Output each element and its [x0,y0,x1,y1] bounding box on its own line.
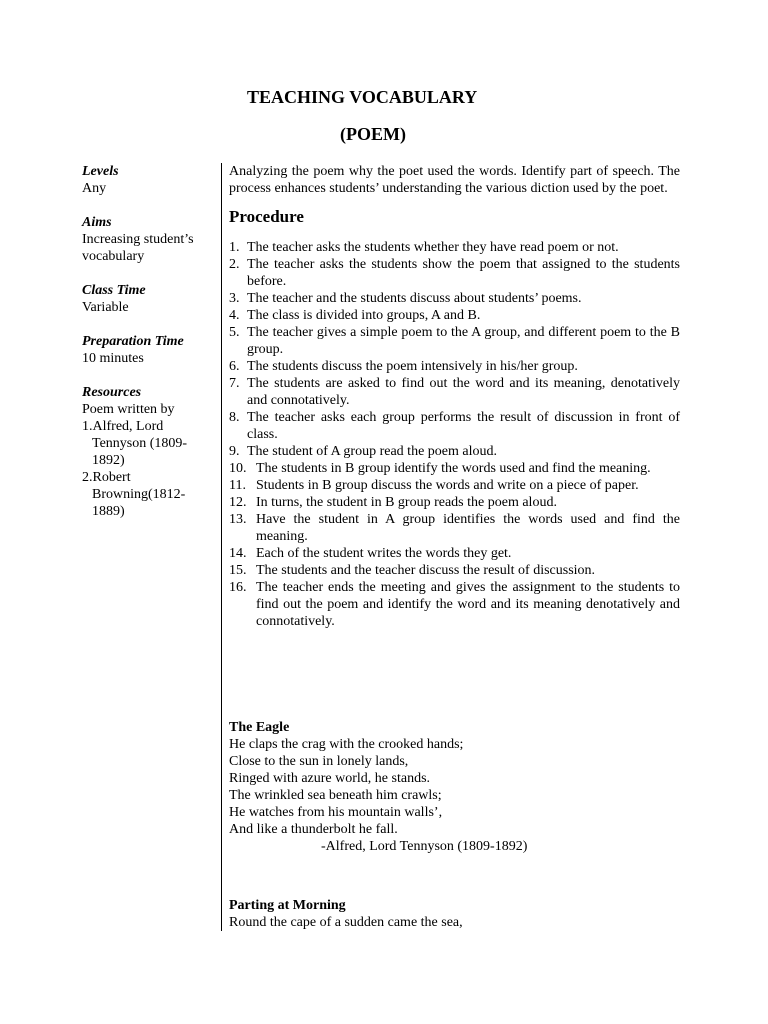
poem-title: Parting at Morning [229,898,346,913]
procedure-heading: Procedure [229,207,304,226]
step-text: The student of A group read the poem aloud. [247,444,497,459]
procedure-step [229,239,680,256]
levels-block [82,163,218,197]
class-time-value: Variable [82,300,129,315]
step-number: 12. [229,495,247,510]
step-text: The teacher and the students discuss about students’ poems. [247,291,582,306]
procedure-step [229,409,680,443]
poem-eagle [229,719,680,855]
step-number: 2. [229,257,240,272]
step-text: The teacher asks each group performs the result of discussion in front of class. [247,410,680,442]
levels-label: Levels [82,164,119,179]
step-number: 13. [229,512,247,527]
page-title: TEACHING VOCABULARY [247,87,478,107]
resources-line-1: Poem written by [82,402,175,417]
procedure-step [229,579,680,630]
step-text: Each of the student writes the words they get. [256,546,512,561]
step-text: The class is divided into groups, A and B. [247,308,481,323]
step-text: The students in B group identify the words used and find the meaning. [256,461,651,476]
procedure-step [229,511,680,545]
poem-line: He claps the crag with the crooked hands; [229,737,464,752]
intro-paragraph: Analyzing the poem why the poet used the words. Identify part of speech. The process enhances students’ understanding the various diction used by the poet. [229,164,680,196]
procedure-step [229,494,680,511]
main-content [229,163,680,930]
step-number: 8. [229,410,240,425]
resources-line-6: Browning(1812- [92,487,186,502]
step-number: 16. [229,580,247,595]
step-text: The students are asked to find out the word and its meaning, denotatively and connotatively. [247,376,680,408]
procedure-step [229,256,680,290]
procedure-step [229,443,680,460]
aims-label: Aims [82,215,112,230]
resources-line-7: 1889) [92,504,125,519]
poem-parting-at-morning [229,897,680,931]
step-text: The teacher asks the students whether they have read poem or not. [247,240,619,255]
step-text: In turns, the student in B group reads the poem aloud. [256,495,557,510]
step-text: The teacher gives a simple poem to the A group, and different poem to the B group. [247,325,680,357]
poem-line: He watches from his mountain walls’, [229,805,443,820]
step-number: 1. [229,240,240,255]
step-number: 3. [229,291,240,306]
aims-block [82,214,218,265]
resources-block [82,384,218,520]
poem-line: Ringed with azure world, he stands. [229,771,431,786]
step-number: 7. [229,376,240,391]
step-text: The teacher asks the students show the poem that assigned to the students before. [247,257,680,289]
prep-time-block [82,333,218,367]
procedure-step [229,545,680,562]
column-divider [221,163,222,931]
step-number: 6. [229,359,240,374]
resources-label: Resources [82,385,142,400]
resources-line-3: Tennyson (1809- [92,436,188,451]
procedure-step [229,375,680,409]
poem-line: Round the cape of a sudden came the sea, [229,915,463,930]
poem-line: Close to the sun in lonely lands, [229,754,409,769]
step-text: Have the student in A group identifies the words used and find the meaning. [256,512,680,544]
resources-line-2: 1.Alfred, Lord [82,419,164,434]
step-text: The students and the teacher discuss the result of discussion. [256,563,596,578]
class-time-label: Class Time [82,283,146,298]
aims-value-line-2: vocabulary [82,249,145,264]
step-number: 10. [229,461,247,476]
aims-value-line-1: Increasing student’s [82,232,194,247]
poem-line: The wrinkled sea beneath him crawls; [229,788,442,803]
procedure-step [229,307,680,324]
step-number: 4. [229,308,240,323]
poem-line: And like a thunderbolt he fall. [229,822,398,837]
poem-title: The Eagle [229,720,290,735]
procedure-step [229,290,680,307]
step-number: 15. [229,563,247,578]
procedure-step [229,562,680,579]
page-subtitle: (POEM) [340,124,406,144]
resources-line-4: 1892) [92,453,125,468]
sidebar [82,163,218,537]
step-number: 5. [229,325,240,340]
step-text: Students in B group discuss the words and write on a piece of paper. [256,478,639,493]
class-time-block [82,282,218,316]
prep-time-value: 10 minutes [82,351,144,366]
step-text: The teacher ends the meeting and gives the assignment to the students to find out the poem and identify the word and its meaning denotatively and connotatively. [256,580,680,629]
step-number: 9. [229,444,240,459]
procedure-step [229,324,680,358]
levels-value: Any [82,181,107,196]
poem-credit: -Alfred, Lord Tennyson (1809-1892) [321,839,528,854]
resources-line-5: 2.Robert [82,470,131,485]
procedure-step [229,477,680,494]
procedure-step [229,358,680,375]
step-text: The students discuss the poem intensively in his/her group. [247,359,578,374]
step-number: 14. [229,546,247,561]
prep-time-label: Preparation Time [82,334,184,349]
procedure-list [229,239,680,630]
step-number: 11. [229,478,246,493]
procedure-step [229,460,680,477]
